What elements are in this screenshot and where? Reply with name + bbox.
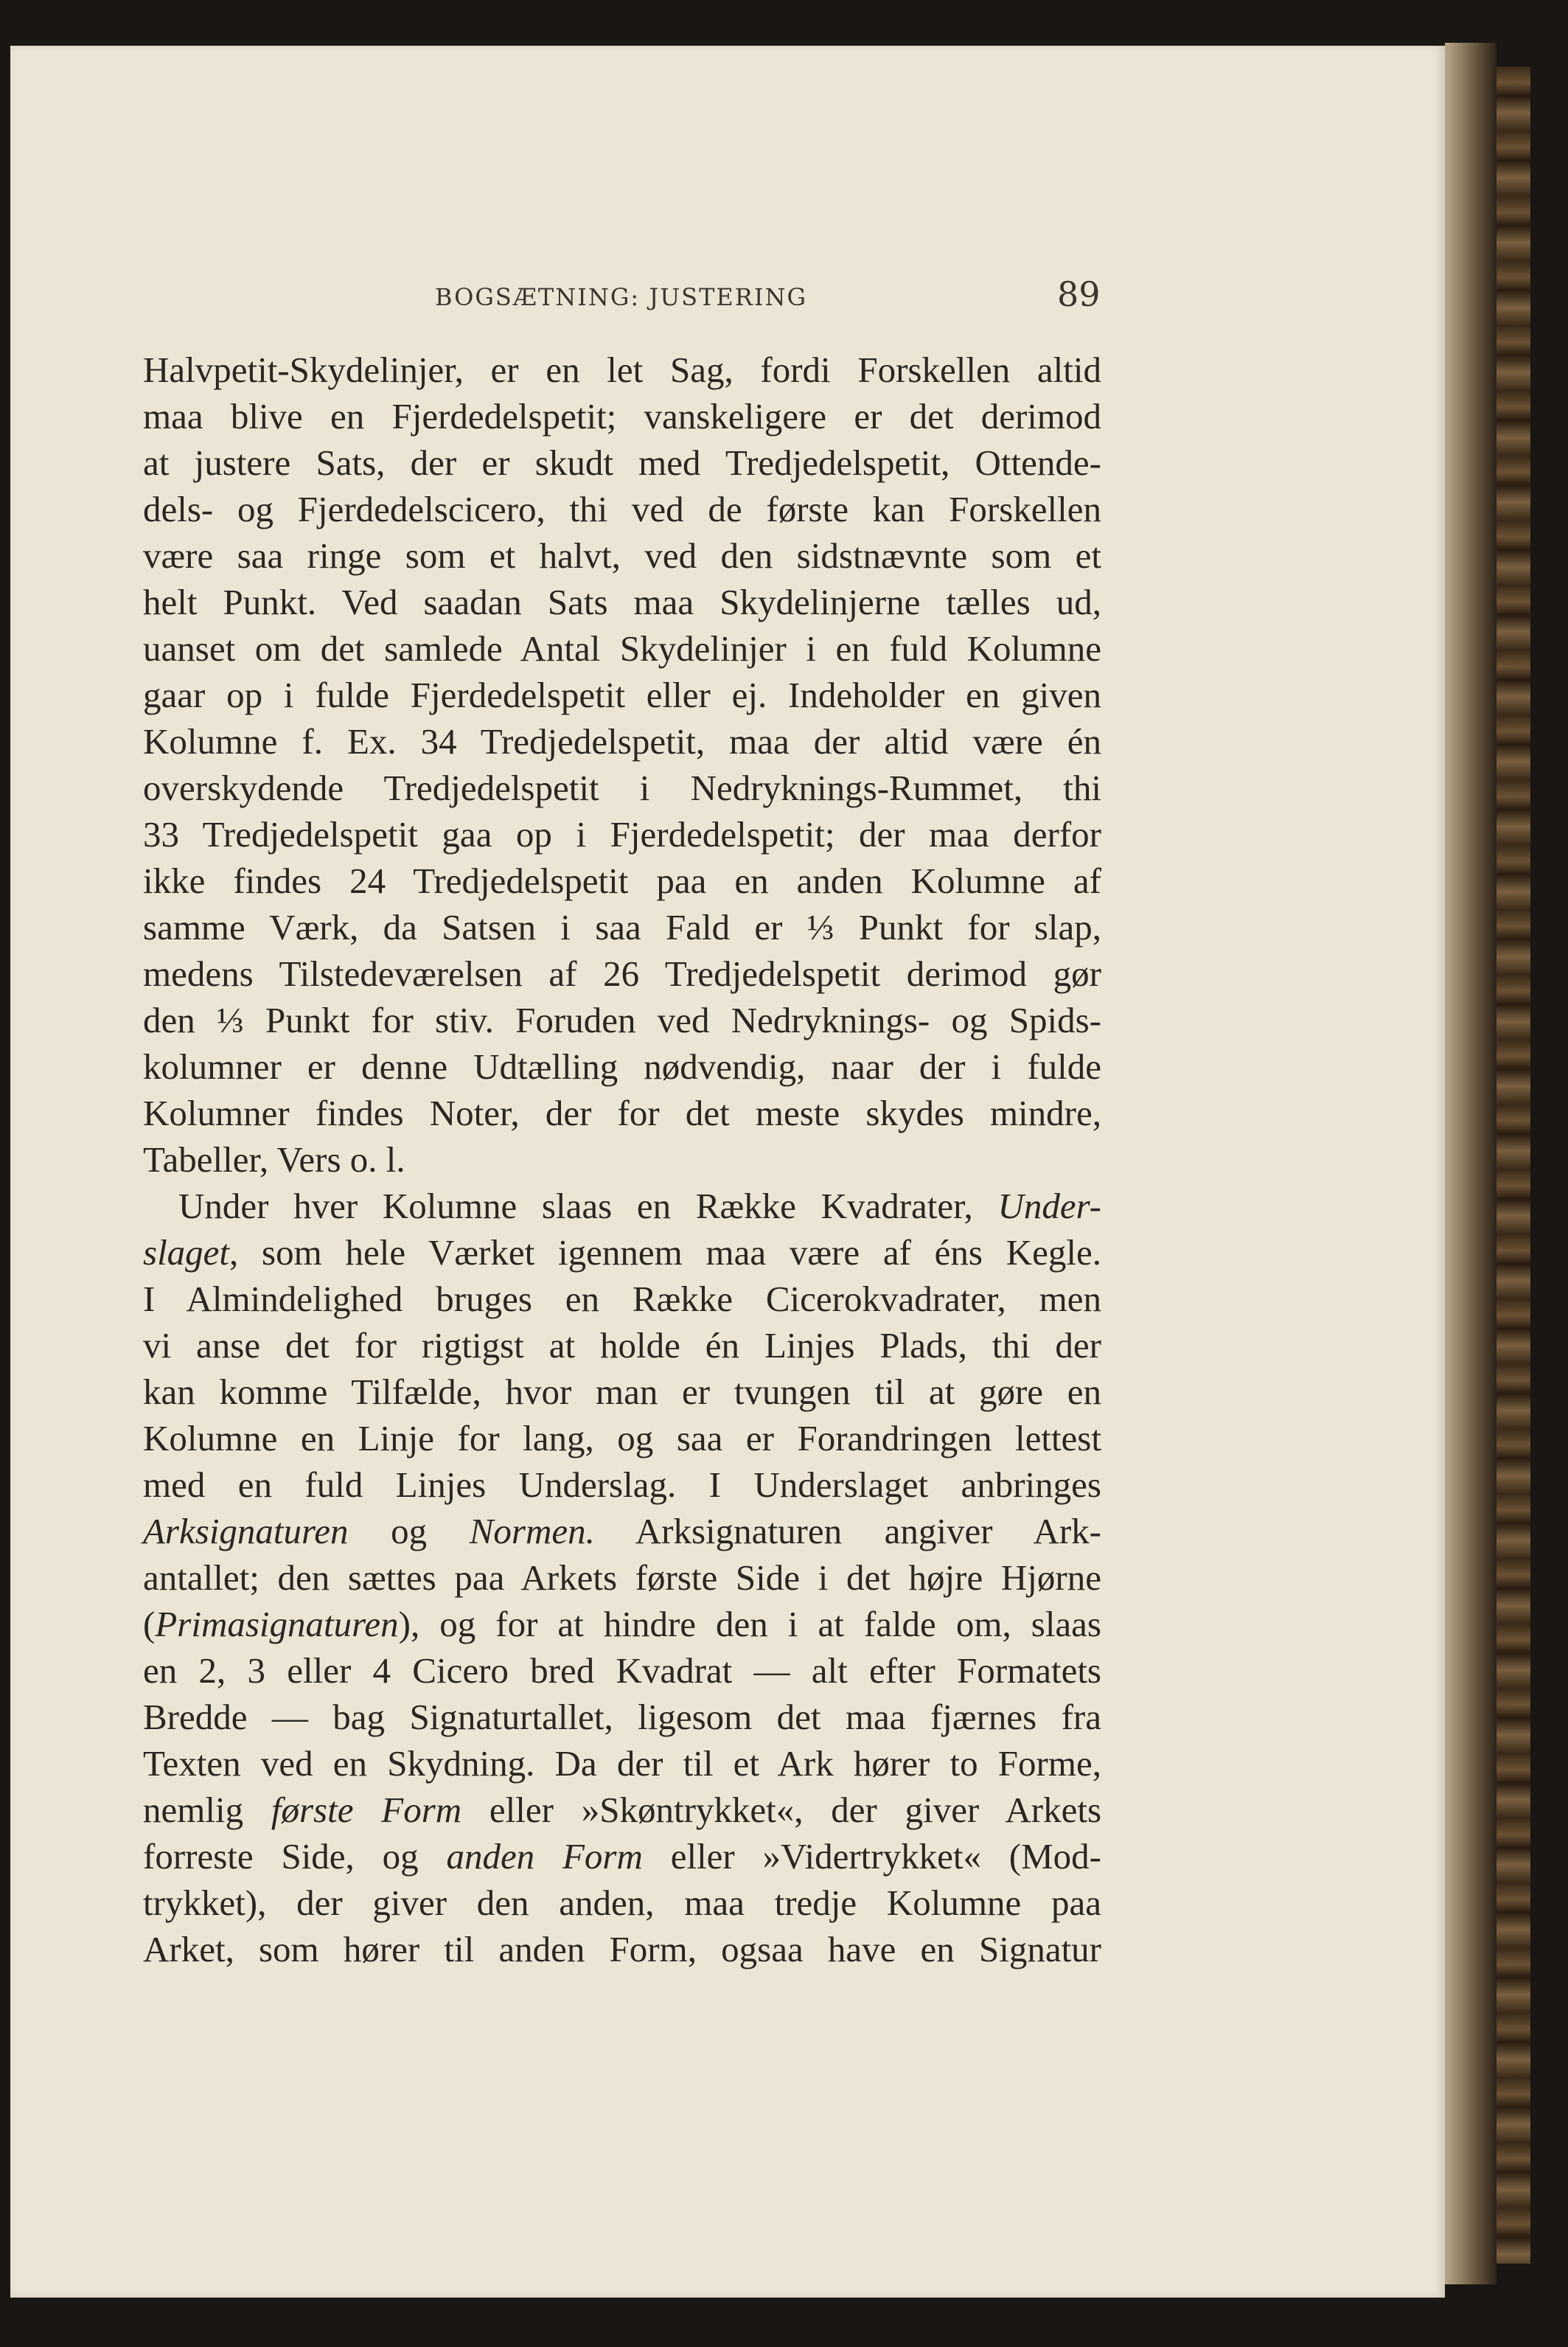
text-run: Under hver Kolumne slaas en Række Kvadrater, — [178, 1186, 998, 1226]
body-line: være saa ringe som et halvt, ved den sidstnævnte som et — [143, 535, 1101, 576]
text-run: Arksignaturen angiver Ark- — [594, 1511, 1102, 1551]
text-run: forreste Side, og — [143, 1836, 447, 1877]
italic-term: første Form — [271, 1790, 462, 1830]
paragraph-line — [143, 1229, 1101, 1276]
page-gutter — [1445, 43, 1496, 2284]
text-run: nemlig — [143, 1790, 271, 1830]
paragraph-line: en 2, 3 eller 4 Cicero bred Kvadrat — alt efter Formatets — [143, 1650, 1101, 1691]
paragraph-line: Arket, som hører til anden Form, ogsaa have en Signatur — [143, 1929, 1101, 1969]
paragraph-line: antallet; den sættes paa Arkets første Side i det højre Hjørne — [143, 1557, 1101, 1598]
body-line: kolumner er denne Udtælling nødvendig, naar der i fulde — [143, 1046, 1101, 1087]
paragraph-line — [143, 1601, 1101, 1647]
paragraph-line — [143, 1787, 1101, 1833]
body-line: Kolumner findes Noter, der for det meste skydes mindre, — [143, 1093, 1101, 1133]
body-line: ikke findes 24 Tredjedelspetit paa en anden Kolumne af — [143, 860, 1101, 901]
body-line: dels- og Fjerdedelscicero, thi ved de første kan Forskellen — [143, 489, 1101, 529]
italic-term: anden Form — [446, 1836, 643, 1877]
paragraph-line — [143, 1183, 1101, 1229]
paragraph-line — [143, 1833, 1101, 1880]
body-line: medens Tilstedeværelsen af 26 Tredjedelspetit derimod gør — [143, 953, 1101, 994]
body-line: helt Punkt. Ved saadan Sats maa Skydelinjerne tælles ud, — [143, 582, 1101, 622]
body-line: Halvpetit-Skydelinjer, er en let Sag, fordi Forskellen altid — [143, 350, 1101, 390]
body-line: den ⅓ Punkt for stiv. Foruden ved Nedryknings- og Spids- — [143, 1000, 1101, 1040]
paragraph-line: vi anse det for rigtigst at holde én Linjes Plads, thi der — [143, 1325, 1101, 1366]
running-head: BOGSÆTNING: JUSTERING — [435, 283, 808, 311]
body-line: Tabeller, Vers o. l. — [143, 1139, 405, 1180]
italic-term: Normen. — [469, 1511, 595, 1551]
italic-term: Primasignaturen — [155, 1604, 399, 1644]
text-run: og — [348, 1511, 470, 1551]
body-line: Kolumne f. Ex. 34 Tredjedelspetit, maa der altid være én — [143, 721, 1101, 762]
paragraph-line: med en fuld Linjes Underslag. I Underslaget anbringes — [143, 1464, 1101, 1505]
text-run: , som hele Værket igennem maa være af éns Kegle. — [229, 1232, 1101, 1273]
body-line: gaar op i fulde Fjerdedelspetit eller ej. Indeholder en given — [143, 675, 1101, 715]
paragraph-line — [143, 1508, 1101, 1554]
body-line: 33 Tredjedelspetit gaa op i Fjerdedelspetit; der maa derfor — [143, 814, 1101, 855]
paragraph-line: Bredde — bag Signaturtallet, ligesom det maa fjærnes fra — [143, 1697, 1101, 1737]
italic-term: slaget — [143, 1232, 230, 1273]
paragraph-line: kan komme Tilfælde, hvor man er tvungen til at gøre en — [143, 1371, 1101, 1412]
body-line: uanset om det samlede Antal Skydelinjer i en fuld Kolumne — [143, 628, 1101, 669]
paragraph-line: Texten ved en Skydning. Da der til et Ark hører to Forme, — [143, 1743, 1101, 1784]
italic-term: Under- — [997, 1186, 1101, 1226]
body-line: at justere Sats, der er skudt med Tredjedelspetit, Ottende- — [143, 442, 1101, 483]
text-run: eller »Vidertrykket« (Mod- — [642, 1836, 1101, 1877]
book-binding-edge — [1496, 66, 1530, 2264]
text-run: eller »Skøntrykket«, der giver Arkets — [461, 1790, 1102, 1830]
text-run: ), og for at hindre den i at falde om, slaas — [398, 1604, 1101, 1644]
body-text — [143, 347, 1101, 1972]
paragraph-line: I Almindelighed bruges en Række Cicerokvadrater, men — [143, 1279, 1101, 1319]
body-line: overskydende Tredjedelspetit i Nedryknings-Rummet, thi — [143, 768, 1101, 808]
paragraph-line: trykket), der giver den anden, maa tredje Kolumne paa — [143, 1882, 1101, 1923]
text-run: ( — [143, 1604, 156, 1644]
body-line: maa blive en Fjerdedelspetit; vanskeligere er det derimod — [143, 396, 1101, 437]
paragraph-line: Kolumne en Linje for lang, og saa er Forandringen lettest — [143, 1418, 1101, 1458]
italic-term: Arksignaturen — [143, 1511, 349, 1551]
page-number: 89 — [1057, 274, 1101, 314]
body-line: samme Værk, da Satsen i saa Fald er ⅓ Punkt for slap, — [143, 907, 1101, 948]
